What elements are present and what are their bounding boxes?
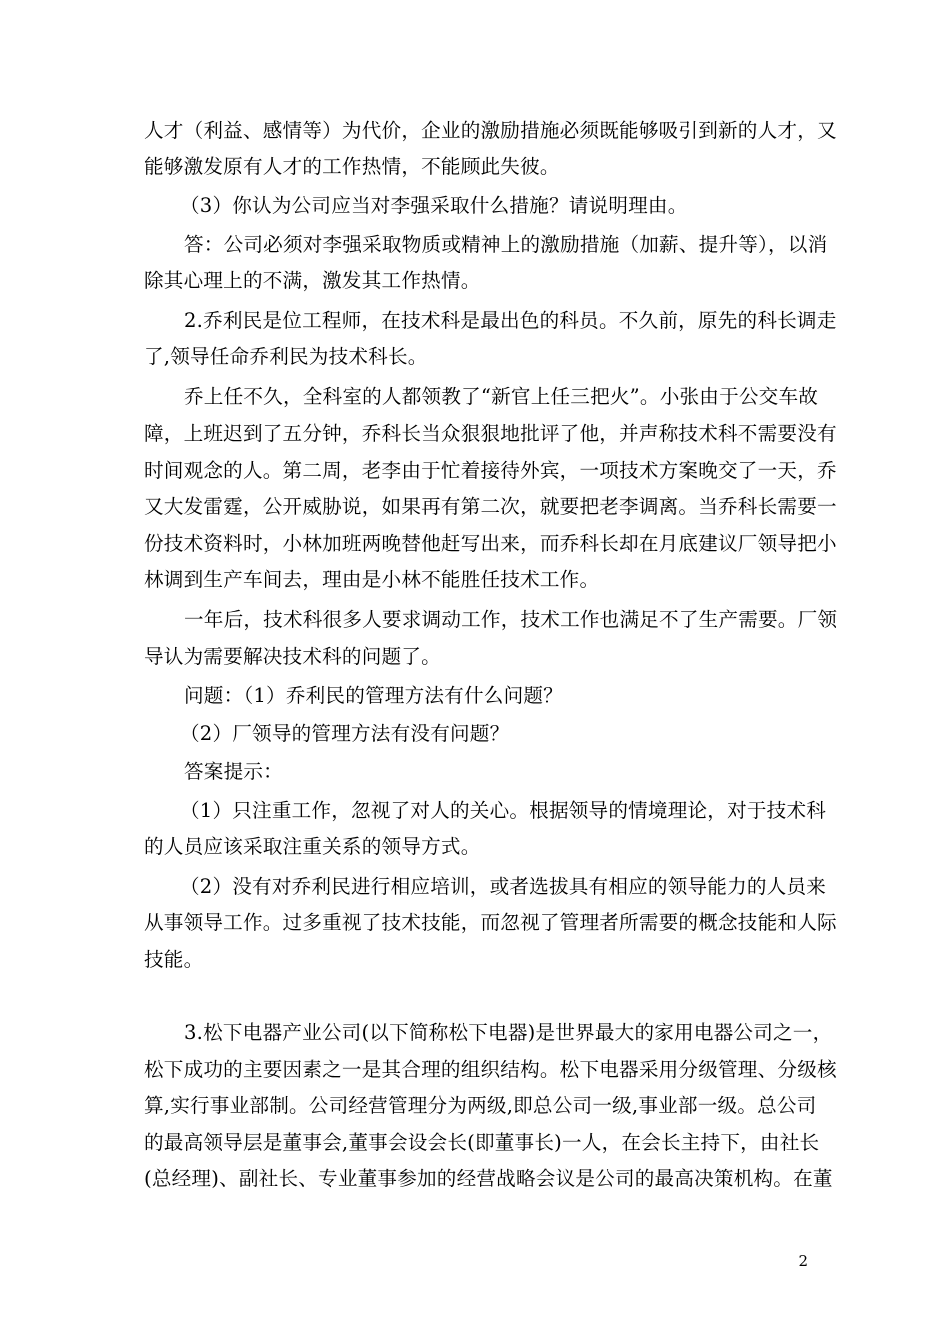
body-text-line: 能够激发原有人才的工作热情，不能顾此失彼。 <box>144 155 560 178</box>
body-text-line: 的人员应该采取注重关系的领导方式。 <box>144 835 481 858</box>
body-text-line: 的最高领导层是董事会,董事会设会长(即董事长)一人，在会长主持下，由社长 <box>144 1131 820 1154</box>
question-line: 问题：（1）乔利民的管理方法有什么问题？ <box>184 684 563 707</box>
body-text-line: (总经理)、副社长、专业董事参加的经营战略会议是公司的最高决策机构。在董 <box>144 1167 833 1190</box>
body-text-line: 障，上班迟到了五分钟，乔科长当众狠狠地批评了他，并声称技术科不需要没有 <box>144 422 837 445</box>
answer-line: （2）没有对乔利民进行相应培训，或者选拔具有相应的领导能力的人员来 <box>180 875 827 898</box>
body-text-line: 一年后，技术科很多人要求调动工作，技术工作也满足不了生产需要。厂领 <box>184 608 838 631</box>
case-heading-line: 2.乔利民是位工程师，在技术科是最出色的科员。不久前，原先的科长调走 <box>184 309 837 332</box>
answer-heading-line: 答案提示： <box>184 760 283 783</box>
body-text-line: 时间观念的人。第二周，老李由于忙着接待外宾，一项技术方案晚交了一天，乔 <box>144 459 837 482</box>
body-text-line: 技能。 <box>144 948 204 971</box>
answer-line: 答：公司必须对李强采取物质或精神上的激励措施（加薪、提升等），以消 <box>184 233 828 256</box>
body-text-line: 又大发雷霆，公开威胁说，如果再有第二次，就要把老李调离。当乔科长需要一 <box>144 495 837 518</box>
body-text-line: 人才（利益、感情等）为代价，企业的激励措施必须既能够吸引到新的人才，又 <box>144 119 837 142</box>
body-text-line: 松下成功的主要因素之一是其合理的组织结构。松下电器采用分级管理、分级核 <box>144 1058 837 1081</box>
question-line: （2）厂领导的管理方法有没有问题？ <box>180 722 510 745</box>
body-text-line: 份技术资料时，小林加班两晚替他赶写出来，而乔科长却在月底建议厂领导把小 <box>144 532 837 555</box>
body-text-line: 除其心理上的不满，激发其工作热情。 <box>144 269 481 292</box>
body-text-line: 从事领导工作。过多重视了技术技能，而忽视了管理者所需要的概念技能和人际 <box>144 911 837 934</box>
question-line: （3）你认为公司应当对李强采取什么措施？请说明理由。 <box>180 194 688 217</box>
body-text-line: 乔上任不久，全科室的人都领教了“新官上任三把火”。小张由于公交车故 <box>184 385 819 408</box>
body-text-line: 林调到生产车间去，理由是小林不能胜任技术工作。 <box>144 568 600 591</box>
body-text-line: 算,实行事业部制。公司经营管理分为两级,即总公司一级,事业部一级。总公司 <box>144 1094 817 1117</box>
body-text-line: 导认为需要解决技术科的问题了。 <box>144 645 441 668</box>
body-text-line: 了,领导任命乔利民为技术科长。 <box>144 345 428 368</box>
answer-line: （1）只注重工作，忽视了对人的关心。根据领导的情境理论，对于技术科 <box>180 799 827 822</box>
case-heading-line: 3.松下电器产业公司(以下简称松下电器)是世界最大的家用电器公司之一， <box>184 1021 833 1044</box>
page-number: 2 <box>798 1252 808 1270</box>
